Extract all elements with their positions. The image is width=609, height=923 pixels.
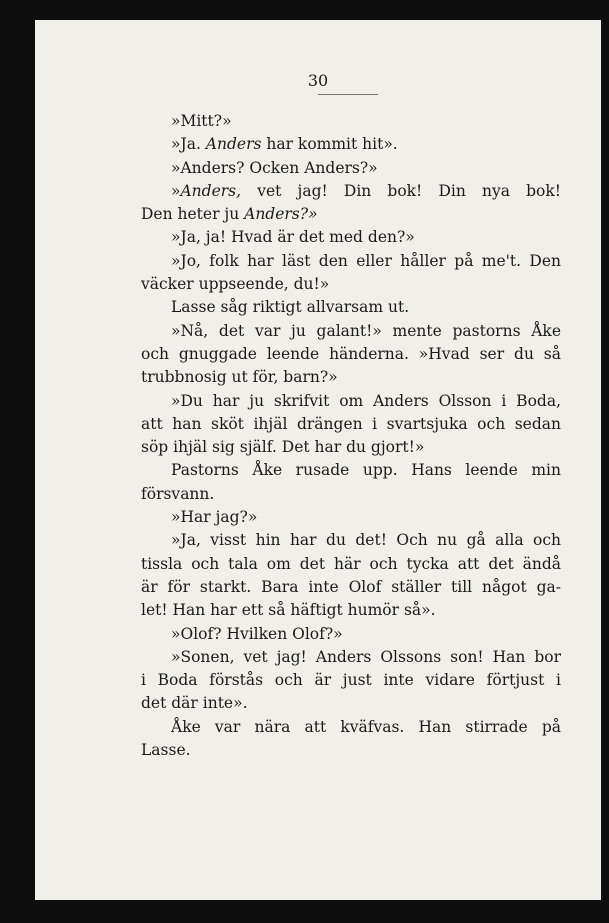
body-text (141, 110, 561, 762)
text-line (141, 366, 561, 389)
text-line (141, 110, 561, 133)
text-line (141, 506, 561, 529)
text-segment: Lasse. (141, 741, 191, 760)
text-line (141, 529, 561, 552)
text-segment: i Boda förstås och är just inte vidare förtjust i (141, 671, 561, 690)
text-segment: »Ja, visst hin har du det! Och nu gå alla och (171, 531, 561, 550)
text-segment: »Sonen, vet jag! Anders Olssons son! Han bor (171, 647, 561, 666)
text-line (141, 226, 561, 249)
text-segment: Pastorns Åke rusade upp. Hans leende min (171, 461, 561, 480)
text-segment: »Ja, ja! Hvad är det med den?» (171, 228, 415, 247)
text-segment: försvann. (141, 484, 215, 503)
text-segment: »Anders? Ocken Anders?» (171, 158, 378, 177)
text-segment: Åke var nära att kväfvas. Han stirrade på (171, 717, 561, 736)
text-segment: » (171, 181, 181, 200)
text-line (141, 413, 561, 436)
header-rule (318, 94, 378, 95)
text-segment: »Olof? Hvilken Olof?» (171, 624, 343, 643)
text-line (141, 180, 561, 203)
text-line (141, 320, 561, 343)
text-line (141, 576, 561, 599)
text-line (141, 739, 561, 762)
text-segment: tissla och tala om det här och tycka att det ändå (141, 554, 561, 573)
text-line (141, 250, 561, 273)
text-line (141, 390, 561, 413)
text-line (141, 273, 561, 296)
text-segment: »Ja. (171, 135, 206, 154)
italic-text: Anders?» (244, 205, 318, 224)
text-segment: trubbnosig ut för, barn?» (141, 368, 338, 387)
text-line (141, 436, 561, 459)
text-segment: »Har jag?» (171, 508, 258, 527)
text-line (141, 203, 561, 226)
text-line (141, 133, 561, 156)
italic-text: Anders, (180, 181, 242, 200)
text-line (141, 459, 561, 482)
text-line (141, 646, 561, 669)
text-segment: »Jo, folk har läst den eller håller på me't. Den (171, 251, 561, 270)
text-line (141, 157, 561, 180)
text-segment: har kommit hit». (261, 135, 398, 154)
text-segment: »Nå, det var ju galant!» mente pastorns Åke (171, 321, 561, 340)
text-line (141, 483, 561, 506)
text-line (141, 553, 561, 576)
text-line (141, 343, 561, 366)
italic-text: Anders (205, 135, 262, 154)
text-line (141, 623, 561, 646)
text-segment: Den heter ju (141, 205, 245, 224)
text-segment: och gnuggade leende händerna. »Hvad ser du så (141, 344, 561, 363)
text-segment: söp ihjäl sig själf. Det har du gjort!» (141, 438, 425, 457)
text-line (141, 296, 561, 319)
page-number: 30 (307, 71, 329, 90)
text-segment: att han sköt ihjäl drängen i svartsjuka och sedan (141, 414, 561, 433)
book-page (35, 20, 601, 900)
text-line (141, 599, 561, 622)
text-line (141, 692, 561, 715)
text-segment: »Du har ju skrifvit om Anders Olsson i Boda, (171, 391, 561, 410)
text-segment: vet jag! Din bok! Din nya bok! (241, 181, 561, 200)
text-line (141, 716, 561, 739)
text-line (141, 669, 561, 692)
text-segment: det där inte». (141, 694, 248, 713)
text-segment: väcker uppseende, du!» (141, 275, 330, 294)
text-segment: är för starkt. Bara inte Olof ställer till något ga- (141, 577, 561, 596)
text-segment: »Mitt?» (171, 112, 232, 130)
text-segment: let! Han har ett så häftigt humör så». (141, 601, 436, 620)
text-segment: Lasse såg riktigt allvarsam ut. (171, 298, 410, 317)
